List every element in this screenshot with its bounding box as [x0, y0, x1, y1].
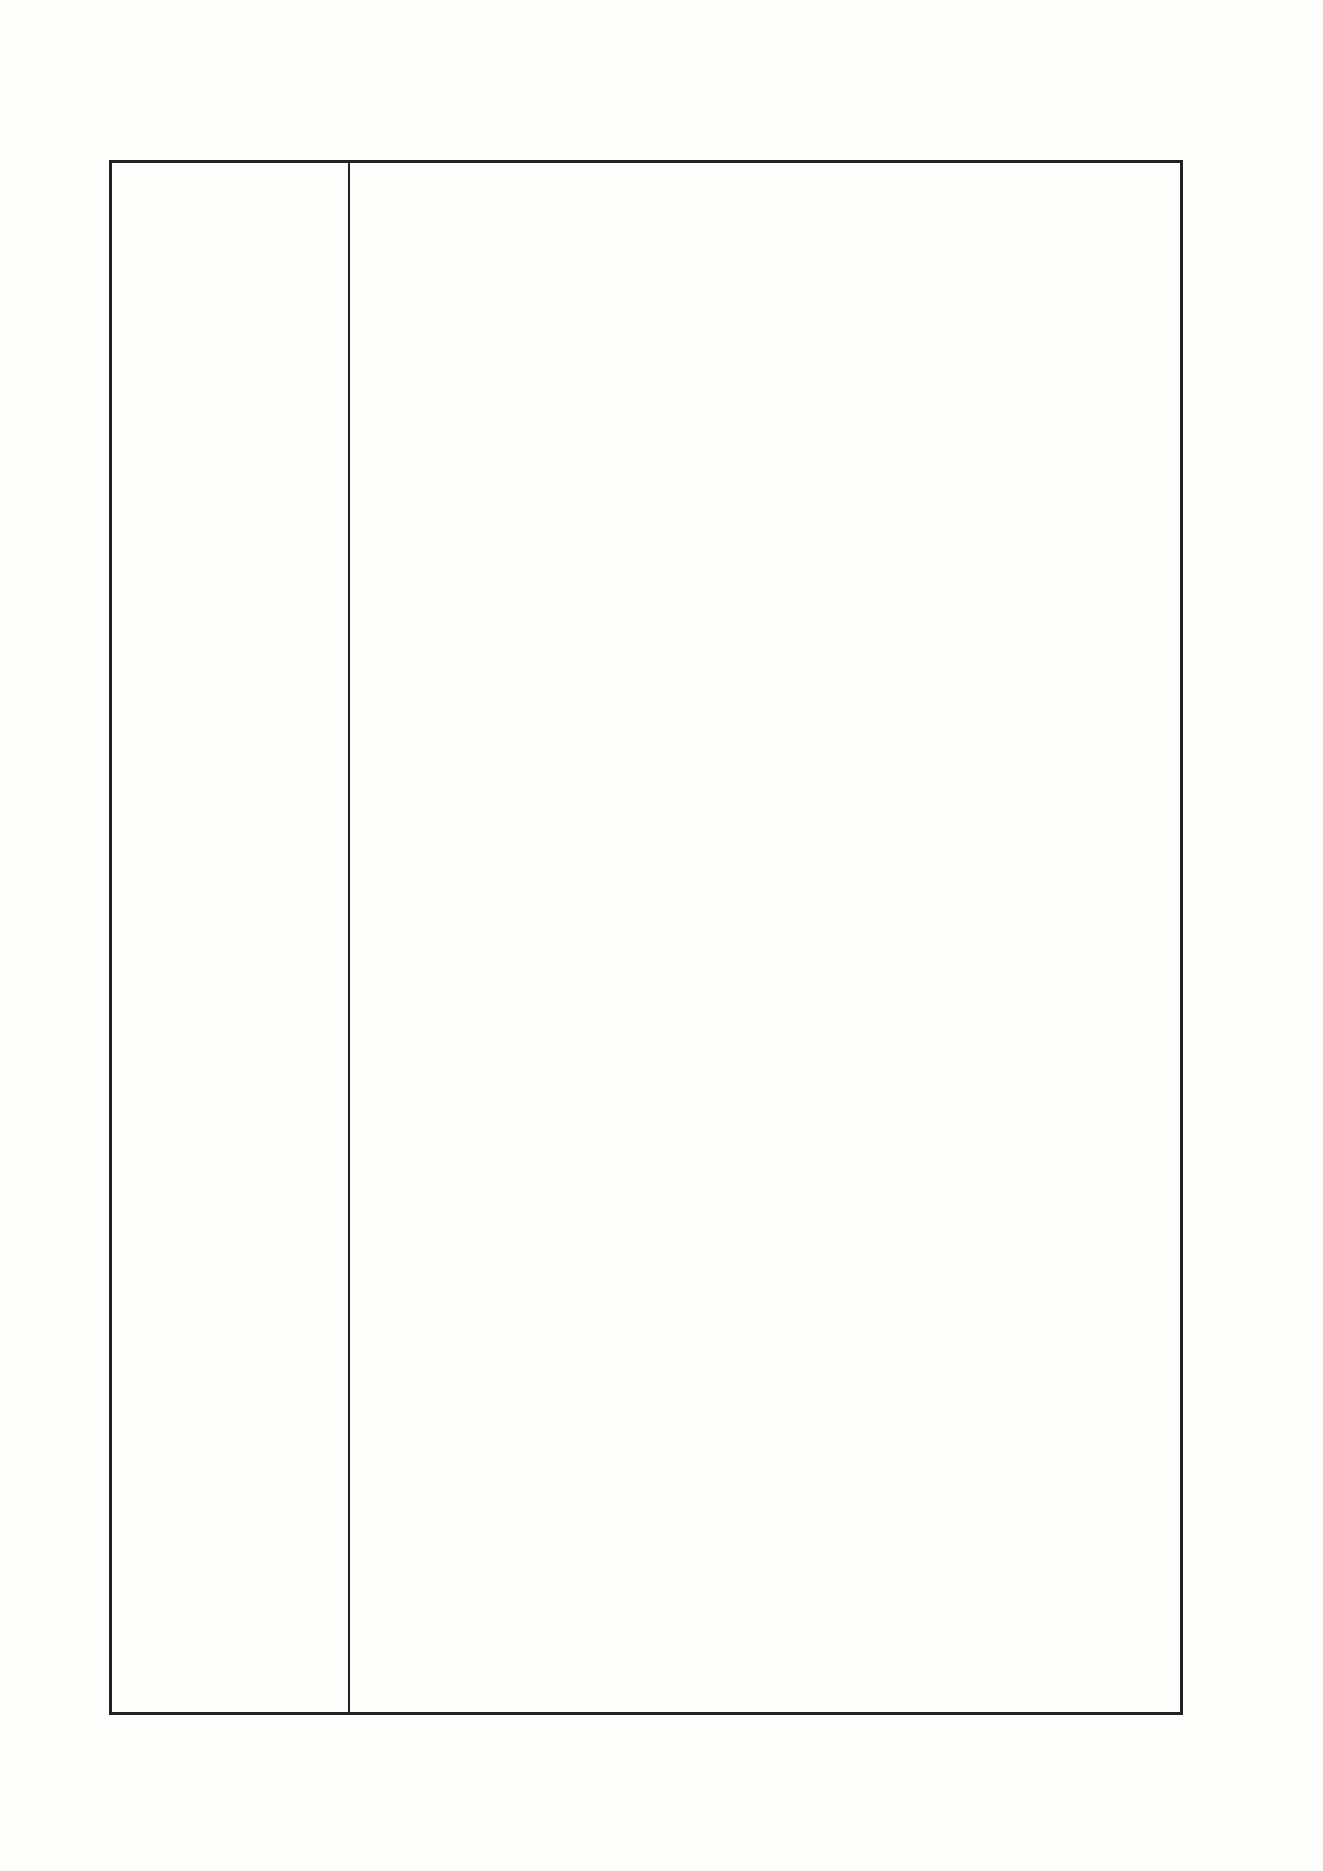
body-line	[362, 1425, 1170, 1482]
body-line	[362, 684, 1170, 741]
body-line	[362, 228, 1170, 285]
body-line	[362, 399, 1170, 456]
body-line	[362, 513, 1170, 570]
body-line	[362, 855, 1170, 912]
table-right-cell	[350, 163, 1180, 1712]
body-line	[362, 798, 1170, 855]
body-line	[362, 1311, 1170, 1368]
body-line	[362, 969, 1170, 1026]
body-line	[362, 1539, 1170, 1596]
form-table	[109, 160, 1183, 1715]
body-line	[362, 456, 1170, 513]
section-heading	[362, 1596, 1170, 1653]
body-line	[362, 285, 1170, 342]
body-line	[362, 1653, 1170, 1710]
body-line	[362, 342, 1170, 399]
body-line	[362, 1140, 1170, 1197]
body-line	[362, 1197, 1170, 1254]
body-line	[362, 1368, 1170, 1425]
body-line	[362, 171, 1170, 228]
table-left-cell	[112, 163, 350, 1712]
body-line	[362, 1026, 1170, 1083]
body-line	[362, 1254, 1170, 1311]
body-line	[362, 1083, 1170, 1140]
body-line	[362, 1482, 1170, 1539]
section-heading	[362, 570, 1170, 627]
body-line	[362, 627, 1170, 684]
body-line	[362, 912, 1170, 969]
body-line	[362, 741, 1170, 798]
